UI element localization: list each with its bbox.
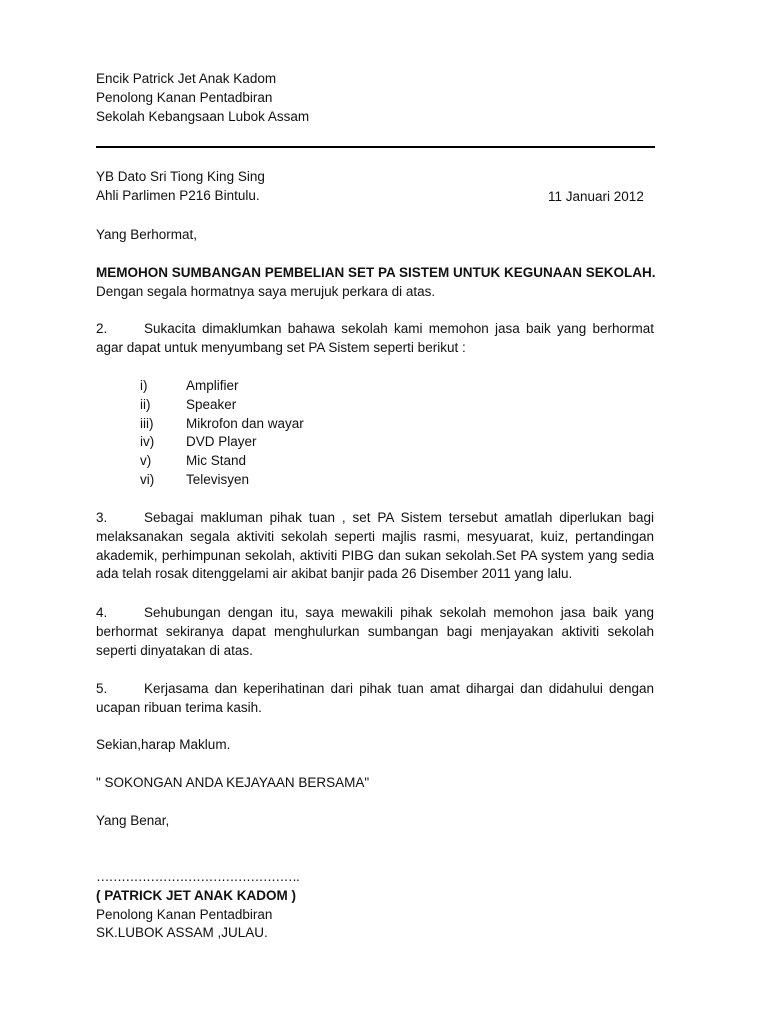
signoff-line <box>96 812 654 831</box>
paragraph-4-line-2: berhormat sekiranya dapat menghulurkan sumbangan bagi menjayakan aktiviti sekolah <box>96 623 654 639</box>
closing-line <box>96 736 654 755</box>
list-item <box>140 415 304 434</box>
paragraph-5-line-1 <box>96 680 654 699</box>
motto-text: " SOKONGAN ANDA KEJAYAAN BERSAMA" <box>96 775 370 790</box>
subject-line: MEMOHON SUMBANGAN PEMBELIAN SET PA SISTEM UNTUK KEGUNAAN SEKOLAH. <box>96 265 656 280</box>
sender-school: Sekolah Kebangsaan Lubok Assam <box>96 108 310 124</box>
paragraph-2-line-2: agar dapat untuk menyumbang set PA Sistem seperti berikut : <box>96 339 466 355</box>
paragraph-5-line-2: ucapan ribuan terima kasih. <box>96 699 262 715</box>
recipient-name: YB Dato Sri Tiong King Sing <box>96 169 265 184</box>
header-divider <box>96 146 655 148</box>
list-numeral: i) <box>140 378 148 393</box>
signoff-text: Yang Benar, <box>96 813 170 828</box>
list-item <box>140 396 304 415</box>
intro-line: Dengan segala hormatnya saya merujuk perkara di atas. <box>96 283 436 299</box>
list-label: Speaker <box>186 396 237 412</box>
paragraph-5 <box>96 680 654 718</box>
sender-position: Penolong Kanan Pentadbiran <box>96 89 273 105</box>
paragraph-number: 2. <box>96 321 108 336</box>
salutation-text: Yang Berhormat, <box>96 227 198 242</box>
paragraph-number: 4. <box>96 605 108 620</box>
paragraph-number: 3. <box>96 510 108 525</box>
list-item <box>140 433 304 452</box>
paragraph-text: Sehubungan dengan itu, saya mewakili pihak sekolah memohon jasa baik yang <box>144 605 654 620</box>
list-numeral: iv) <box>140 434 155 450</box>
subject-block <box>96 264 654 302</box>
list-label: Amplifier <box>186 378 239 393</box>
closing-text: Sekian,harap Maklum. <box>96 737 231 752</box>
list-item <box>140 452 304 471</box>
signatory-school: SK.LUBOK ASSAM ,JULAU. <box>96 925 268 941</box>
paragraph-3-line-2: melaksanakan segala aktiviti sekolah seperti majlis rasmi, mesyuarat, kuiz, pertandingan <box>96 528 654 544</box>
list-label: DVD Player <box>186 434 257 450</box>
list-label: Mikrofon dan wayar <box>186 415 304 431</box>
list-label: Televisyen <box>186 471 250 487</box>
list-item <box>140 471 304 490</box>
signatory-position: Penolong Kanan Pentadbiran <box>96 906 273 922</box>
paragraph-2-line-1 <box>96 320 654 339</box>
paragraph-text: Kerjasama dan keperihatinan dari pihak tuan amat dihargai dan didahului dengan <box>144 681 654 696</box>
paragraph-2 <box>96 320 654 358</box>
list-item <box>140 377 304 396</box>
paragraph-number: 5. <box>96 681 108 696</box>
paragraph-3-line-4: ada telah rosak ditenggelami air akibat banjir pada 26 Disember 2011 yang lalu. <box>96 566 573 582</box>
paragraph-3-line-1 <box>96 509 654 528</box>
motto-line <box>96 774 654 793</box>
sender-name: Encik Patrick Jet Anak Kadom <box>96 71 277 86</box>
letter-date: 11 Januari 2012 <box>548 189 644 204</box>
signature-block <box>96 868 654 943</box>
sender-block <box>96 70 654 126</box>
paragraph-4-line-3: seperti dinyatakan di atas. <box>96 642 253 658</box>
signature-dots: …………………………………………. <box>96 869 299 884</box>
list-label: Mic Stand <box>186 453 247 469</box>
list-numeral: ii) <box>140 396 151 412</box>
recipient-title: Ahli Parlimen P216 Bintulu. <box>96 187 260 203</box>
paragraph-text: Sebagai makluman pihak tuan , set PA Sistem tersebut amatlah diperlukan bagi <box>144 510 654 525</box>
equipment-list <box>140 377 304 490</box>
list-numeral: vi) <box>140 471 155 487</box>
paragraph-3-line-3: akademik, perhimpunan sekolah, aktiviti PIBG dan sukan sekolah.Set PA system yang sedia <box>96 547 654 563</box>
list-numeral: v) <box>140 453 152 469</box>
list-numeral: iii) <box>140 415 154 431</box>
paragraph-4 <box>96 604 654 660</box>
paragraph-text: Sukacita dimaklumkan bahawa sekolah kami memohon jasa baik yang berhormat <box>144 321 654 336</box>
paragraph-4-line-1 <box>96 604 654 623</box>
salutation <box>96 226 654 245</box>
signatory-name: ( PATRICK JET ANAK KADOM ) <box>96 887 296 903</box>
paragraph-3 <box>96 509 654 584</box>
